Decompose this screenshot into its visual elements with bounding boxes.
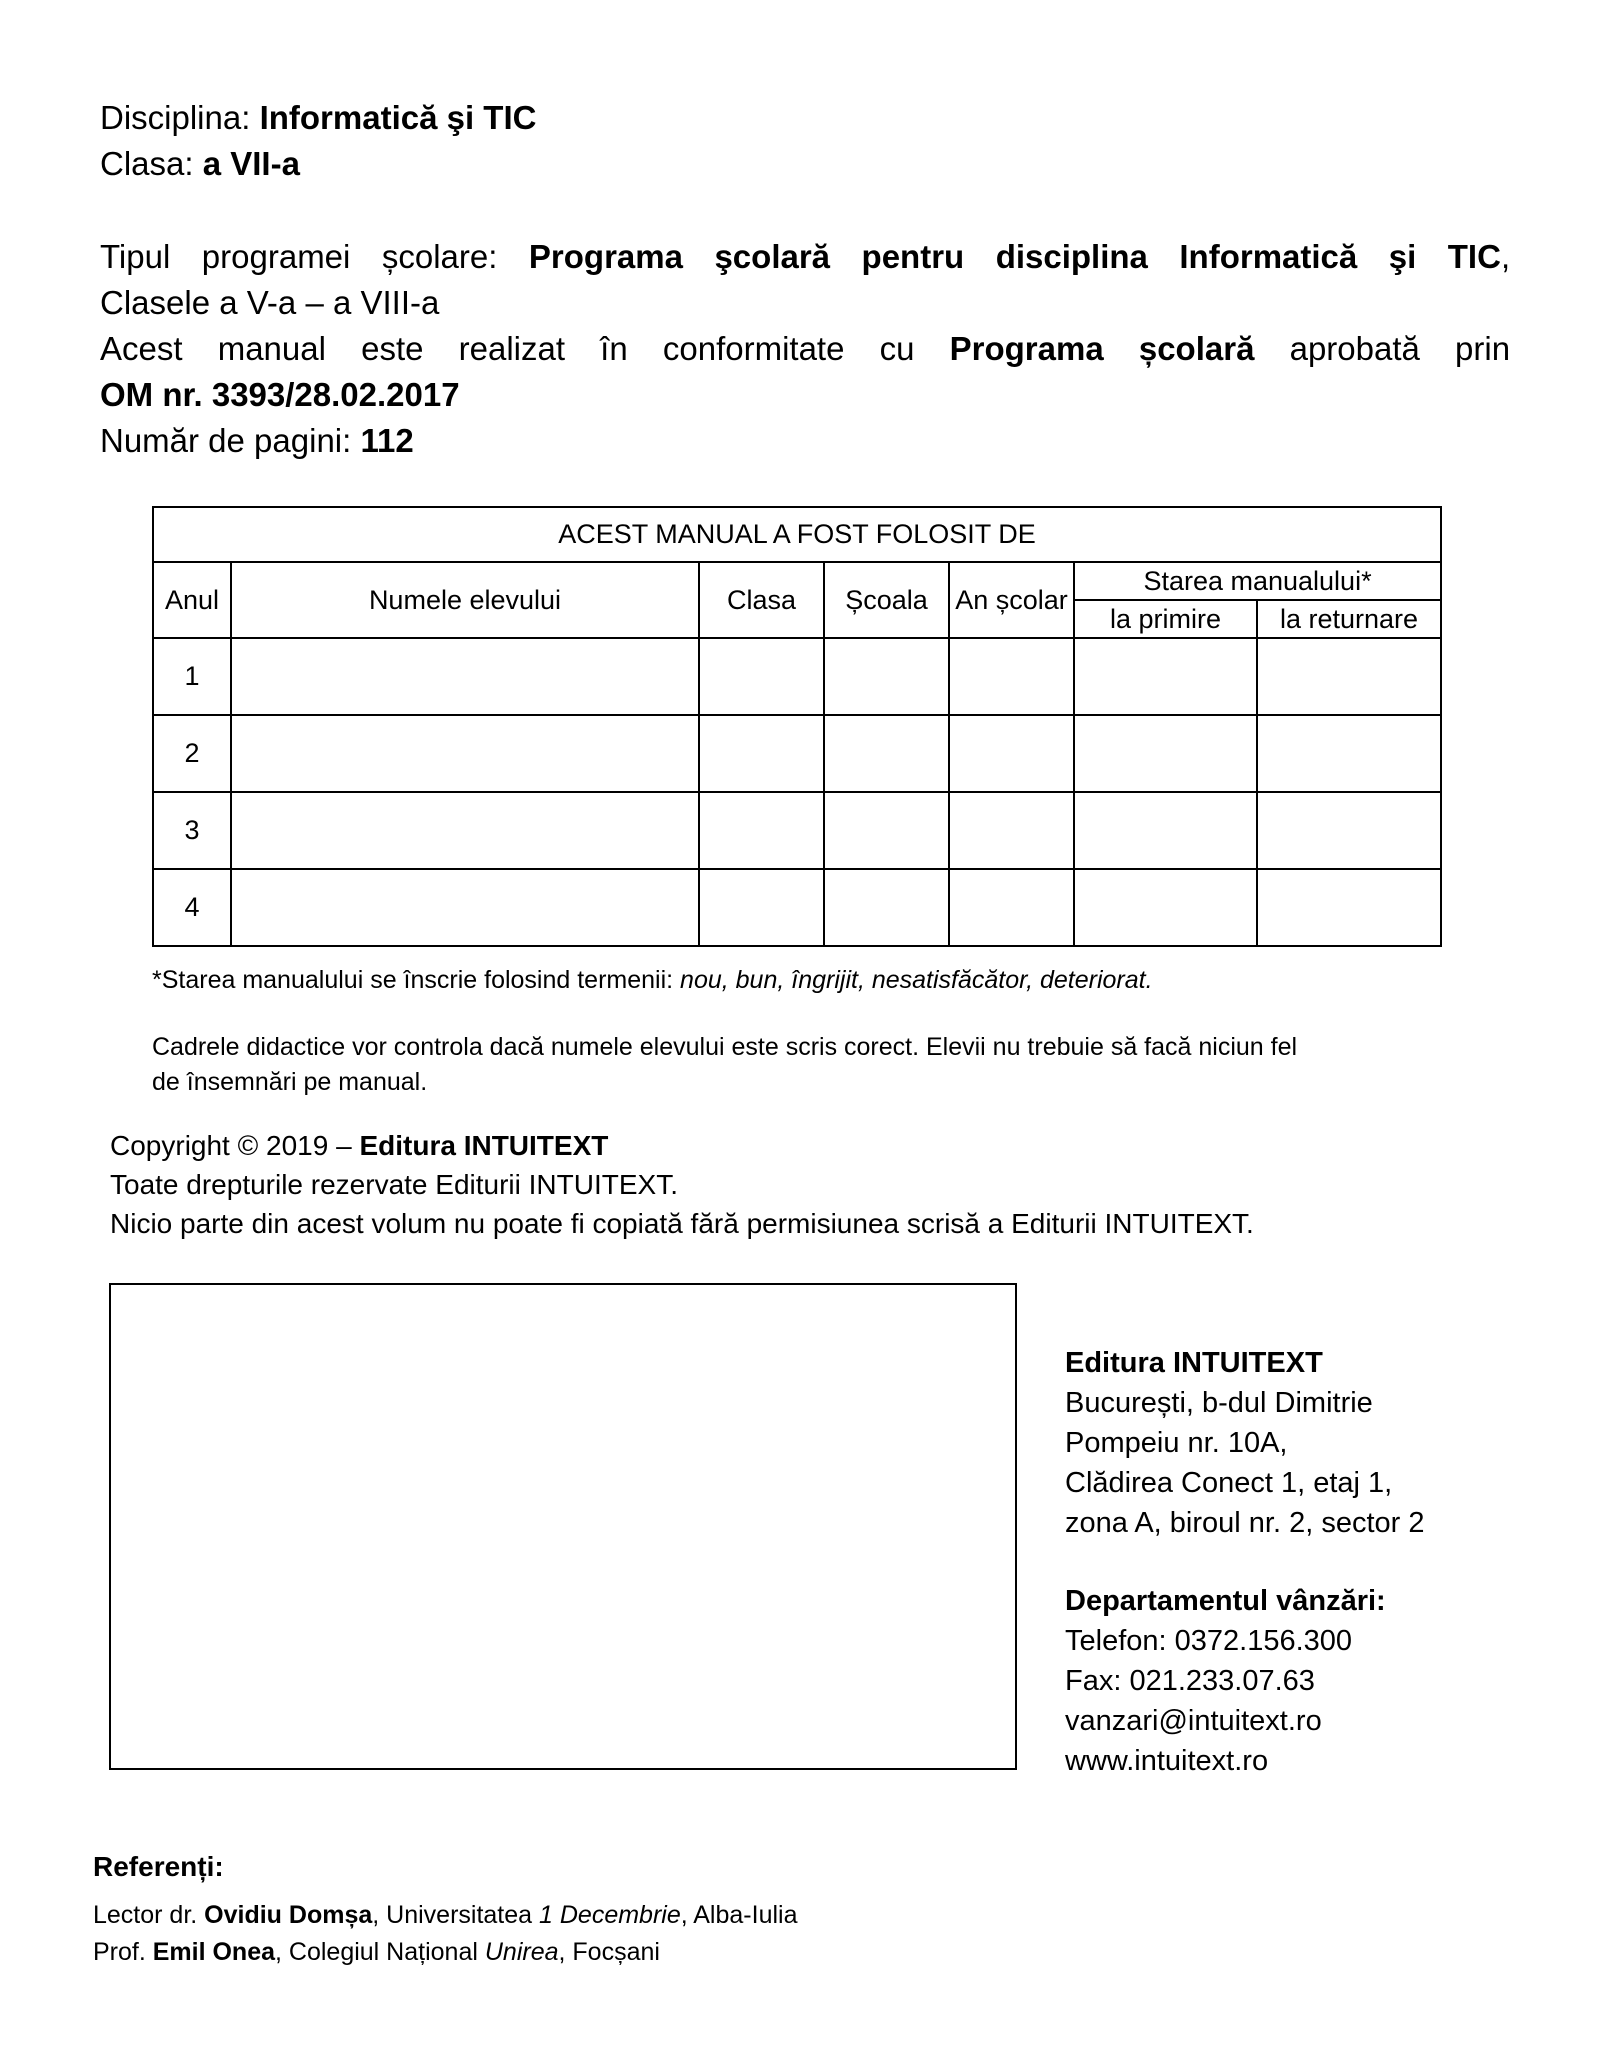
- cell-school-year[interactable]: [949, 715, 1074, 792]
- page-count-label: Număr de pagini:: [100, 422, 361, 459]
- col-state-returned-header: la returnare: [1257, 600, 1441, 638]
- sales-email[interactable]: vanzari@intuitext.ro: [1065, 1705, 1322, 1737]
- cell-state-returned[interactable]: [1257, 792, 1441, 869]
- row-year: 3: [153, 792, 231, 869]
- col-school-year-header: An școlar: [949, 562, 1074, 638]
- teachers-note-line1: Cadrele didactice vor controla dacă numele elevului este scris corect. Elevii nu trebuie să facă niciun fel: [152, 1033, 1298, 1061]
- conformity-line: Acest manual este realizat în conformitate cu Programa școlară aprobată prin: [100, 330, 1511, 367]
- cell-state-received[interactable]: [1074, 715, 1257, 792]
- cell-name[interactable]: [231, 715, 699, 792]
- col-year-header: Anul: [153, 562, 231, 638]
- cell-school-year[interactable]: [949, 869, 1074, 946]
- publisher-address-2: Pompeiu nr. 10A,: [1065, 1427, 1288, 1459]
- cell-class[interactable]: [699, 792, 824, 869]
- no-copy-line: Nicio parte din acest volum nu poate fi copiată fără permisiunea scrisă a Editurii INTUITEXT.: [110, 1208, 1254, 1239]
- website-link[interactable]: www.intuitext.ro: [1065, 1745, 1269, 1777]
- cell-school-year[interactable]: [949, 638, 1074, 715]
- row-year: 4: [153, 869, 231, 946]
- discipline-value: Informatică şi TIC: [259, 99, 537, 136]
- discipline-label: Disciplina:: [100, 99, 260, 136]
- sales-phone: Telefon: 0372.156.300: [1065, 1625, 1353, 1657]
- state-terms: nou, bun, îngrijit, nesatisfăcător, deteriorat.: [680, 966, 1153, 994]
- col-state-received-header: la primire: [1074, 600, 1257, 638]
- cell-school[interactable]: [824, 792, 949, 869]
- col-state-header: Starea manualului*: [1074, 562, 1441, 600]
- publisher-address-3: Clădirea Conect 1, etaj 1,: [1065, 1467, 1393, 1499]
- teachers-note-line2: de însemnări pe manual.: [152, 1068, 428, 1096]
- cell-state-received[interactable]: [1074, 869, 1257, 946]
- col-school-header: Școala: [824, 562, 949, 638]
- cell-school[interactable]: [824, 715, 949, 792]
- col-name-header: Numele elevului: [231, 562, 699, 638]
- ministerial-order: OM nr. 3393/28.02.2017: [100, 376, 460, 413]
- cell-school-year[interactable]: [949, 792, 1074, 869]
- page-count-line: [100, 418, 414, 464]
- program-classes-line: Clasele a V-a – a VIII-a: [100, 284, 440, 321]
- program-type-line: Tipul programei școlare: Programa şcolară pentru disciplina Informatică şi TIC,: [100, 238, 1511, 275]
- cell-school[interactable]: [824, 638, 949, 715]
- cell-state-received[interactable]: [1074, 792, 1257, 869]
- cell-class[interactable]: [699, 869, 824, 946]
- row-year: 1: [153, 638, 231, 715]
- copyright-publisher: Editura INTUITEXT: [359, 1130, 609, 1161]
- referees-heading: Referenți:: [93, 1851, 224, 1882]
- cip-box: [109, 1283, 1017, 1770]
- cell-state-received[interactable]: [1074, 638, 1257, 715]
- rights-reserved-line: Toate drepturile rezervate Editurii INTUITEXT.: [110, 1169, 678, 1200]
- publisher-address-1: București, b-dul Dimitrie: [1065, 1387, 1373, 1419]
- discipline-line: [100, 95, 536, 141]
- state-note: *Starea manualului se înscrie folosind termenii: nou, bun, îngrijit, nesatisfăcător, deteriorat.: [152, 966, 1153, 994]
- usage-table: [152, 506, 1442, 947]
- table-row: [153, 715, 1441, 792]
- table-row: [153, 792, 1441, 869]
- cell-class[interactable]: [699, 638, 824, 715]
- copyright-line: Copyright © 2019 – Editura INTUITEXT: [110, 1130, 609, 1161]
- col-class-header: Clasa: [699, 562, 824, 638]
- cell-name[interactable]: [231, 869, 699, 946]
- cell-state-returned[interactable]: [1257, 715, 1441, 792]
- referee-1: Lector dr. Ovidiu Domșa, Universitatea 1 Decembrie, Alba-Iulia: [93, 1901, 798, 1929]
- sales-fax: Fax: 021.233.07.63: [1065, 1665, 1315, 1697]
- class-value: a VII-a: [202, 145, 300, 182]
- cell-class[interactable]: [699, 715, 824, 792]
- class-label: Clasa:: [100, 145, 203, 182]
- cell-state-returned[interactable]: [1257, 869, 1441, 946]
- cell-name[interactable]: [231, 792, 699, 869]
- table-row: [153, 638, 1441, 715]
- usage-table-title: ACEST MANUAL A FOST FOLOSIT DE: [153, 507, 1441, 562]
- cell-state-returned[interactable]: [1257, 638, 1441, 715]
- cell-school[interactable]: [824, 869, 949, 946]
- publisher-name: Editura INTUITEXT: [1065, 1347, 1323, 1379]
- cell-name[interactable]: [231, 638, 699, 715]
- publisher-address-4: zona A, biroul nr. 2, sector 2: [1065, 1507, 1425, 1539]
- row-year: 2: [153, 715, 231, 792]
- referee-2: Prof. Emil Onea, Colegiul Național Unirea, Focșani: [93, 1938, 660, 1966]
- class-line: [100, 141, 300, 187]
- table-row: [153, 869, 1441, 946]
- page-count-value: 112: [360, 422, 414, 459]
- sales-heading: Departamentul vânzări:: [1065, 1585, 1386, 1617]
